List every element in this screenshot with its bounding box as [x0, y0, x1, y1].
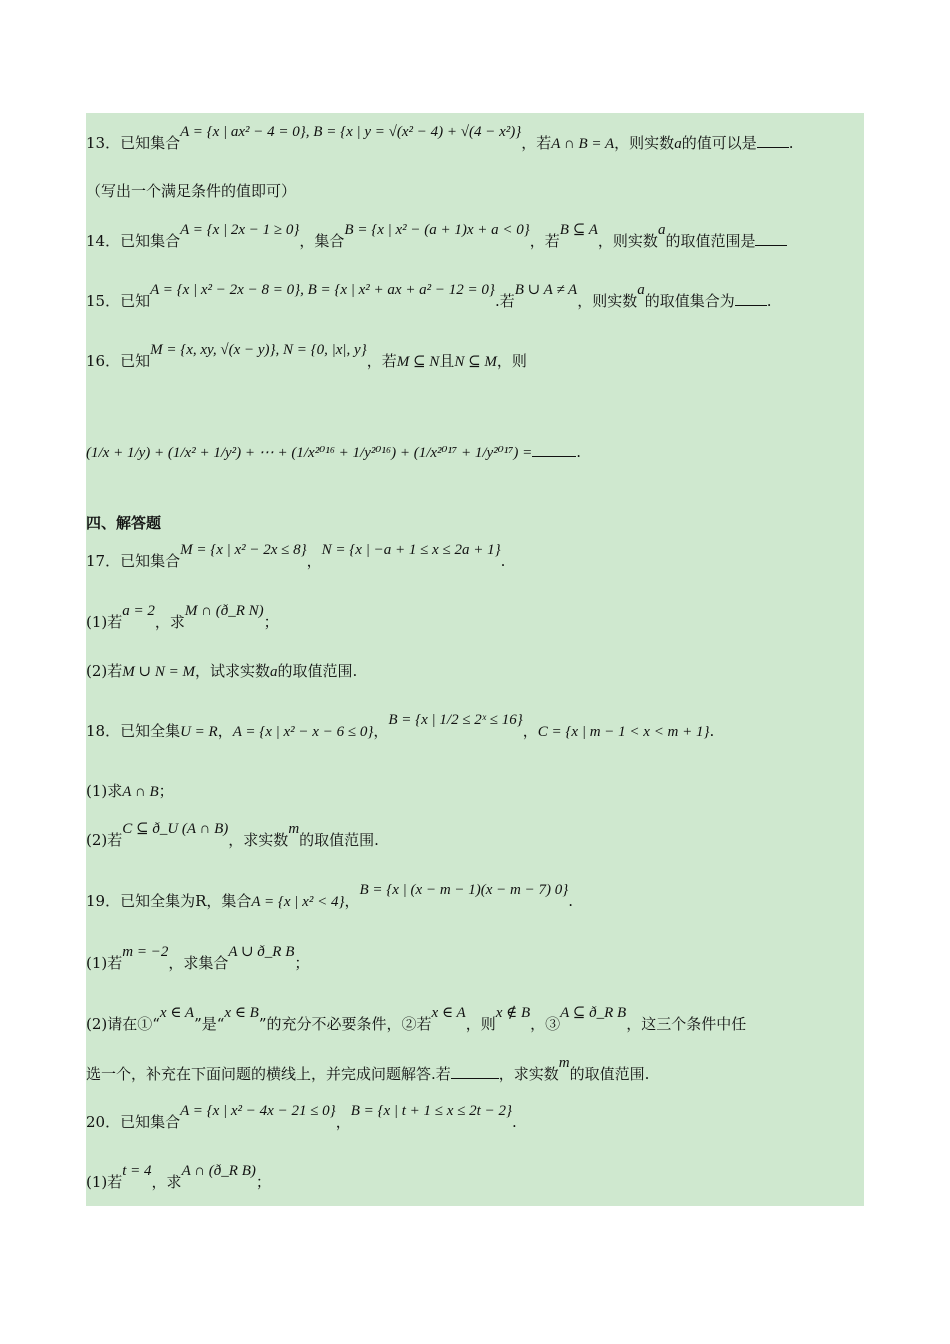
- question-text: 的取值范围是: [665, 232, 756, 250]
- math-expression: B = {x | 1/2 ≤ 2ˣ ≤ 16}: [388, 712, 523, 728]
- question-text: 的取值集合为: [644, 292, 735, 310]
- question-18: [86, 712, 715, 742]
- question-text: 的取值范围.: [569, 1065, 650, 1083]
- question-text: 14．已知集合: [86, 232, 181, 250]
- math-expression: x ∈ A: [431, 1005, 466, 1021]
- question-text: ，这三个条件中任: [626, 1015, 747, 1033]
- math-expression: A ⊆ ð_R B: [560, 1005, 627, 1021]
- question-text: ，试求实数: [194, 662, 270, 680]
- question-19-part-2-continued: [86, 1055, 650, 1085]
- math-expression: B = {x | t + 1 ≤ x ≤ 2t − 2}: [350, 1103, 512, 1119]
- question-text: ，求: [154, 613, 185, 631]
- question-text: .若: [494, 292, 515, 310]
- math-expression: A ∪ ð_R B: [228, 944, 295, 960]
- question-text: .: [500, 552, 506, 570]
- question-text: ，则实数: [614, 134, 675, 152]
- question-text: .: [766, 292, 772, 310]
- question-text: ，: [335, 1113, 351, 1131]
- question-text: ；: [294, 954, 310, 972]
- question-text: .: [568, 892, 574, 910]
- question-text: 的取值范围.: [277, 662, 358, 680]
- question-text: ，求集合: [168, 954, 229, 972]
- math-expression: A ∩ B: [122, 784, 159, 800]
- question-text: 20．已知集合: [86, 1113, 181, 1131]
- question-text: 的值可以是: [681, 134, 757, 152]
- question-text: 16．已知: [86, 352, 151, 370]
- question-text: 13．已知集合: [86, 134, 181, 152]
- question-text: (2)若: [86, 831, 123, 849]
- question-14: [86, 222, 787, 252]
- math-expression: C ⊆ ð_U (A ∩ B): [122, 821, 229, 837]
- question-text: ，: [217, 722, 233, 740]
- answer-blank: [757, 133, 789, 148]
- math-expression: A = {x | ax² − 4 = 0}, B = {x | y = √(x² − 4) + √(4 − x²)}: [180, 124, 522, 140]
- question-text: ，若: [366, 352, 397, 370]
- math-expression: M ⊆ N: [396, 354, 440, 370]
- answer-blank: [532, 442, 576, 457]
- math-expression: A ∩ B = A: [551, 136, 615, 152]
- math-expression: A = {x | 2x − 1 ≥ 0}: [180, 222, 300, 238]
- question-text: ，求实数: [498, 1065, 559, 1083]
- math-expression: A = {x | x² − x − 6 ≤ 0}: [232, 724, 374, 740]
- question-15: [86, 282, 772, 312]
- math-expression: a: [637, 282, 645, 298]
- question-text: .: [788, 134, 794, 152]
- question-text: 的取值范围.: [299, 831, 379, 849]
- math-expression: U = R: [180, 724, 218, 740]
- section-heading: 四、解答题: [86, 514, 162, 532]
- math-expression: a = 2: [122, 603, 155, 619]
- question-text: 19．已知全集为R，集合: [86, 892, 252, 910]
- question-text: ，求实数: [228, 831, 289, 849]
- question-text: ，则实数: [597, 232, 658, 250]
- question-text: ，: [344, 892, 360, 910]
- question-text: ，: [522, 722, 538, 740]
- math-expression: A = {x | x² < 4}: [251, 894, 345, 910]
- question-text: .: [709, 722, 715, 740]
- question-text: ；: [263, 613, 279, 631]
- math-expression: a: [269, 664, 278, 680]
- question-19-part-1: [86, 944, 310, 974]
- question-text: ”的充分不必要条件，②若: [258, 1015, 432, 1033]
- question-text: (2)若: [86, 662, 123, 680]
- math-expression: x ∈ B: [224, 1005, 259, 1021]
- question-text: (2)请在①“: [86, 1015, 160, 1033]
- question-18-part-2: [86, 821, 379, 851]
- question-19-part-2: [86, 1005, 747, 1035]
- question-13: [86, 124, 794, 154]
- math-expression: M ∩ (ð_R N): [184, 603, 264, 619]
- question-text: ，求: [151, 1173, 182, 1191]
- question-17-part-2: [86, 661, 357, 682]
- question-text: ，若: [521, 134, 552, 152]
- question-17: [86, 542, 506, 572]
- question-18-part-1: [86, 781, 174, 802]
- question-text: ”是“: [194, 1015, 225, 1033]
- question-17-part-1: [86, 603, 279, 633]
- math-expression: N = {x | −a + 1 ≤ x ≤ 2a + 1}: [321, 542, 501, 558]
- math-expression: B ∪ A ≠ A: [514, 282, 578, 298]
- question-text: .: [511, 1113, 517, 1131]
- answer-blank: [451, 1064, 499, 1079]
- question-text: ；: [158, 782, 174, 800]
- math-expression: B = {x | (x − m − 1)(x − m − 7) 0}: [359, 882, 569, 898]
- question-text: (1)若: [86, 954, 123, 972]
- math-expression: M ∪ N = M: [122, 664, 195, 680]
- question-text: ，则: [496, 352, 527, 370]
- question-text: .: [576, 443, 582, 461]
- math-expression: (1/x + 1/y) + (1/x² + 1/y²) + ⋯ + (1/x²⁰¹⁶ + 1/y²⁰¹⁶) + (1/x²⁰¹⁷ + 1/y²⁰¹⁷) =: [86, 445, 533, 461]
- math-expression: A ∩ (ð_R B): [181, 1163, 256, 1179]
- question-text: 15．已知: [86, 292, 151, 310]
- question-text: 18．已知全集: [86, 722, 181, 740]
- math-expression: N ⊆ M: [454, 354, 497, 370]
- question-13-note: [86, 181, 296, 201]
- math-expression: M = {x | x² − 2x ≤ 8}: [180, 542, 307, 558]
- question-20-part-1: [86, 1163, 271, 1193]
- math-expression: x ∈ A: [159, 1005, 195, 1021]
- question-text: ，③: [530, 1015, 561, 1033]
- math-expression: B = {x | x² − (a + 1)x + a < 0}: [344, 222, 530, 238]
- question-text: ，若: [529, 232, 560, 250]
- question-16-expression: [86, 442, 581, 463]
- question-text: ，则: [465, 1015, 496, 1033]
- question-text: ，则实数: [577, 292, 638, 310]
- math-expression: a: [657, 222, 666, 238]
- math-expression: x ∉ B: [495, 1005, 531, 1021]
- question-text: （写出一个满足条件的值即可）: [86, 182, 297, 200]
- math-expression: m: [558, 1055, 570, 1071]
- question-text: ，: [306, 552, 322, 570]
- math-expression: A = {x | x² − 2x − 8 = 0}, B = {x | x² + ax + a² − 12 = 0}: [150, 282, 495, 298]
- question-text: (1)若: [86, 613, 123, 631]
- question-20: [86, 1103, 517, 1133]
- answer-blank: [755, 231, 787, 246]
- question-text: 17．已知集合: [86, 552, 181, 570]
- math-expression: C = {x | m − 1 < x < m + 1}: [537, 724, 710, 740]
- question-text: ，: [373, 722, 389, 740]
- question-text: 选一个，补充在下面问题的横线上，并完成问题解答.若: [86, 1065, 451, 1083]
- question-text: ，集合: [299, 232, 345, 250]
- question-16: [86, 342, 527, 372]
- answer-blank: [735, 291, 767, 306]
- math-expression: t = 4: [122, 1163, 152, 1179]
- math-expression: a: [674, 136, 682, 152]
- question-text: ；: [255, 1173, 271, 1191]
- question-19: [86, 882, 574, 912]
- math-expression: A = {x | x² − 4x − 21 ≤ 0}: [180, 1103, 336, 1119]
- math-expression: M = {x, xy, √(x − y)}, N = {0, |x|, y}: [150, 342, 367, 358]
- question-text: (1)若: [86, 1173, 123, 1191]
- question-text: (1)求: [86, 782, 123, 800]
- math-expression: B ⊆ A: [559, 222, 598, 238]
- question-sheet: [86, 113, 864, 1206]
- math-expression: m: [288, 821, 300, 837]
- question-text: 且: [439, 352, 455, 370]
- math-expression: m = −2: [122, 944, 169, 960]
